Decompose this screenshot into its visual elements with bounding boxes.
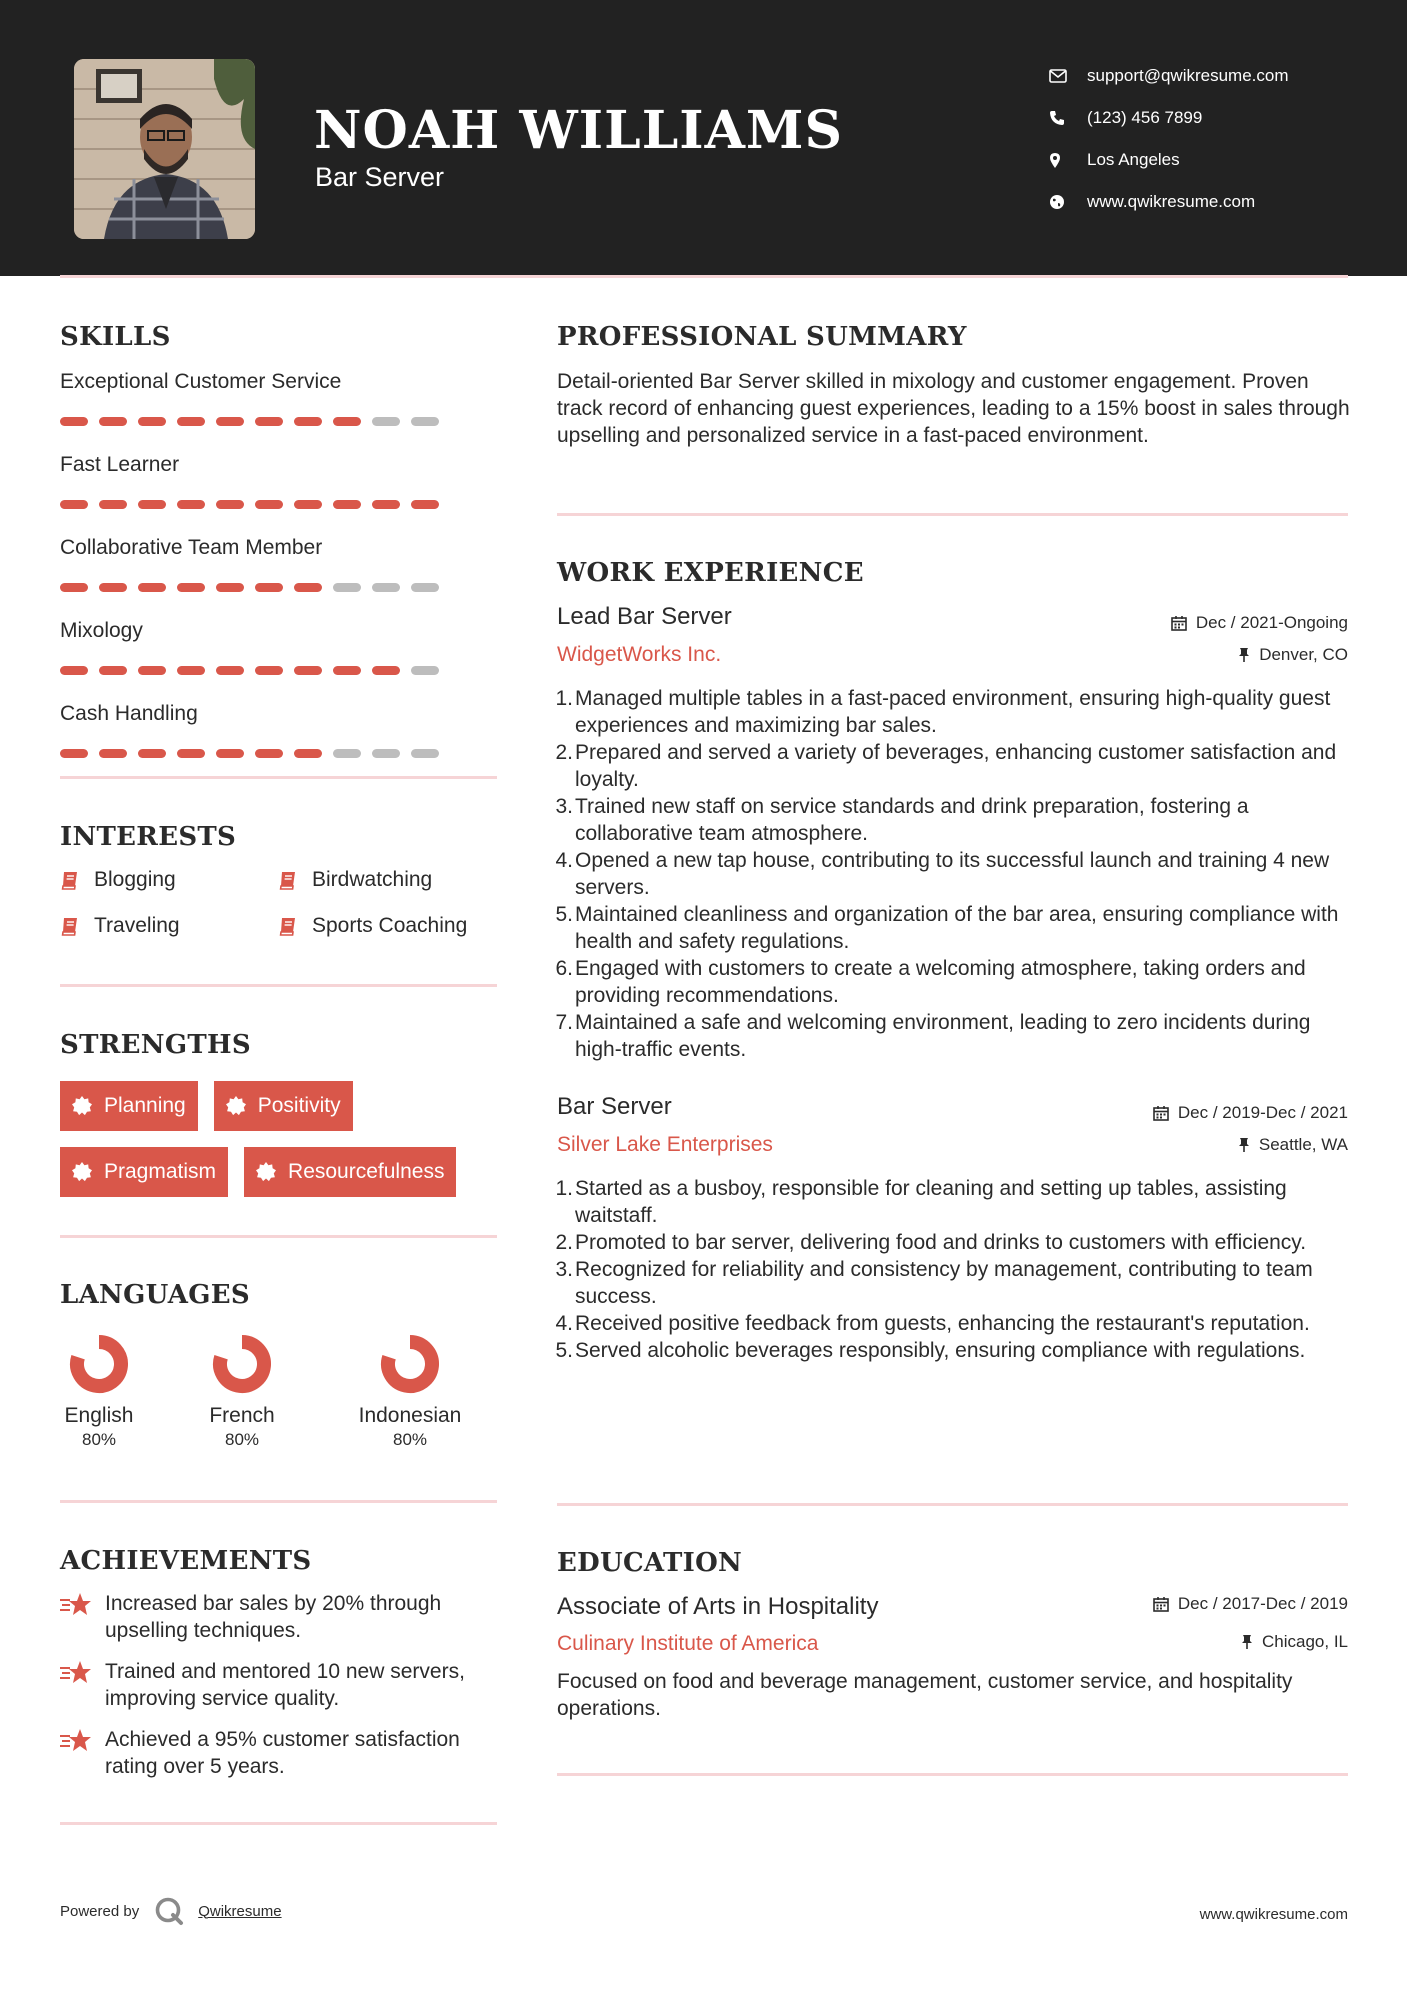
book-icon — [60, 870, 94, 890]
job-location-text: Denver, CO — [1259, 645, 1348, 664]
section-divider — [60, 984, 497, 987]
badge-icon — [256, 1162, 288, 1182]
language-name: French — [209, 1404, 275, 1427]
job-location — [1238, 645, 1348, 665]
skill-dash-empty — [411, 749, 439, 758]
achievement-item — [60, 1590, 500, 1644]
strength-tag — [244, 1147, 456, 1197]
skill-dash-empty — [333, 749, 361, 758]
shooting-star-icon — [60, 1726, 105, 1780]
skill-dash-filled — [99, 583, 127, 592]
skill-dash-filled — [294, 500, 322, 509]
interests-heading: INTERESTS — [60, 822, 237, 852]
contact-email-text: support@qwikresume.com — [1087, 66, 1289, 85]
strength-label: Pragmatism — [104, 1160, 217, 1183]
experience-heading: WORK EXPERIENCE — [557, 558, 864, 588]
strength-label: Positivity — [257, 1094, 341, 1117]
education-dates — [1153, 1594, 1348, 1614]
list-item: 2. Prepared and served a variety of beverages, enhancing customer satisfaction and loyalty. — [555, 741, 1337, 791]
skill-dash-filled — [411, 500, 439, 509]
shooting-star-icon — [60, 1590, 105, 1644]
footer-powered-by — [60, 1896, 282, 1926]
achievements-list — [60, 1590, 500, 1794]
skill-item — [60, 700, 480, 758]
skill-level-bar — [60, 666, 480, 675]
skill-dash-filled — [216, 500, 244, 509]
skill-dash-empty — [372, 583, 400, 592]
interest-label: Sports Coaching — [312, 913, 468, 937]
language-level-ring — [378, 1332, 442, 1396]
skill-dash-filled — [255, 500, 283, 509]
candidate-name: NOAH WILLIAMS — [314, 100, 844, 161]
list-item: 3. Trained new staff on service standards and drink preparation, fostering a collaborative team atmosphere. — [555, 795, 1249, 845]
bullet-text: Maintained a safe and welcoming environment, leading to zero incidents during high-traffic events. — [575, 1011, 1311, 1061]
education-heading: EDUCATION — [557, 1548, 743, 1578]
calendar-icon — [1171, 615, 1187, 631]
strength-label: Resourcefulness — [288, 1160, 445, 1183]
skill-dash-filled — [177, 500, 205, 509]
achievement-text: Trained and mentored 10 new servers, improving service quality. — [105, 1660, 465, 1710]
education-description: Focused on food and beverage management, customer service, and hospitality operations. — [557, 1670, 1293, 1720]
profile-photo — [74, 59, 255, 239]
book-icon — [278, 870, 312, 890]
skill-dash-filled — [138, 417, 166, 426]
qwikresume-logo-icon — [154, 1896, 184, 1926]
strength-tag — [214, 1081, 353, 1131]
interest-item — [278, 866, 496, 893]
skill-dash-filled — [216, 749, 244, 758]
bullet-text: Started as a busboy, responsible for cleaning and setting up tables, assisting waitstaff. — [575, 1177, 1287, 1227]
job-company: WidgetWorks Inc. — [557, 643, 722, 666]
skill-name: Mixology — [60, 619, 143, 642]
section-divider — [60, 1822, 497, 1825]
interests-list — [60, 866, 500, 939]
job-company: Silver Lake Enterprises — [557, 1133, 773, 1156]
pushpin-icon — [1238, 1137, 1250, 1153]
book-icon — [278, 916, 312, 936]
pushpin-icon — [1238, 647, 1250, 663]
achievement-text: Achieved a 95% customer satisfaction rating over 5 years. — [105, 1728, 460, 1778]
job-responsibilities — [557, 1175, 1357, 1364]
job-responsibilities — [557, 685, 1357, 1063]
job-dates — [1153, 1103, 1348, 1123]
skill-name: Cash Handling — [60, 702, 198, 725]
skill-dash-filled — [60, 500, 88, 509]
skill-dash-filled — [372, 666, 400, 675]
education-location-text: Chicago, IL — [1262, 1632, 1348, 1651]
skill-dash-filled — [99, 417, 127, 426]
skill-level-bar — [60, 583, 480, 592]
section-divider — [60, 776, 497, 779]
skill-dash-empty — [411, 583, 439, 592]
language-percent: 80% — [224, 1430, 260, 1449]
achievement-item — [60, 1658, 500, 1712]
contact-website[interactable] — [1049, 181, 1369, 223]
badge-icon — [72, 1162, 104, 1182]
strength-label: Planning — [104, 1094, 186, 1117]
list-item: 2. Promoted to bar server, delivering food and drinks to customers with efficiency. — [555, 1231, 1307, 1254]
skill-dash-filled — [333, 500, 361, 509]
contact-phone[interactable] — [1049, 97, 1369, 139]
list-item: 6. Engaged with customers to create a welcoming atmosphere, taking orders and providing recommendations. — [555, 957, 1306, 1007]
skill-dash-empty — [411, 666, 439, 675]
strength-tag — [60, 1147, 228, 1197]
job-title: Lead Bar Server — [557, 603, 732, 630]
skill-dash-filled — [60, 749, 88, 758]
skill-level-bar — [60, 500, 480, 509]
skill-name: Fast Learner — [60, 453, 180, 476]
list-item: 1. Managed multiple tables in a fast-paced environment, ensuring high-quality guest experiences and maximizing bar sales. — [555, 687, 1331, 737]
job-location-text: Seattle, WA — [1258, 1135, 1348, 1154]
bullet-text: Engaged with customers to create a welcoming atmosphere, taking orders and providing recommendations. — [575, 957, 1306, 1007]
calendar-icon — [1153, 1596, 1169, 1612]
skill-dash-filled — [333, 666, 361, 675]
skill-dash-filled — [294, 666, 322, 675]
summary-heading: PROFESSIONAL SUMMARY — [557, 322, 967, 352]
skills-heading: SKILLS — [60, 322, 171, 352]
skill-dash-filled — [60, 666, 88, 675]
pushpin-icon — [1241, 1634, 1253, 1650]
skill-dash-filled — [177, 417, 205, 426]
skill-dash-filled — [60, 583, 88, 592]
summary-text: Detail-oriented Bar Server skilled in mixology and customer engagement. Proven track record of enhancing guest experiences, leading to a 15% boost in sales through upselling and personalized service in a fast-paced environment. — [557, 370, 1350, 447]
location-pin-icon — [1049, 150, 1087, 170]
list-item: 4. Received positive feedback from guests, enhancing the restaurant's reputation. — [555, 1312, 1310, 1335]
skill-dash-filled — [333, 417, 361, 426]
achievement-text: Increased bar sales by 20% through upselling techniques. — [105, 1592, 442, 1642]
skill-level-bar — [60, 749, 480, 758]
interest-item — [60, 912, 278, 939]
skill-name: Exceptional Customer Service — [60, 370, 342, 393]
skill-dash-empty — [411, 417, 439, 426]
language-percent: 80% — [81, 1430, 117, 1449]
skill-dash-filled — [99, 666, 127, 675]
skill-name: Collaborative Team Member — [60, 536, 323, 559]
education-school: Culinary Institute of America — [557, 1632, 819, 1655]
globe-icon — [1049, 192, 1087, 212]
skill-dash-filled — [138, 583, 166, 592]
list-item: 7. Maintained a safe and welcoming environment, leading to zero incidents during high-traffic events. — [555, 1011, 1311, 1061]
skill-item — [60, 534, 480, 592]
list-item: 4. Opened a new tap house, contributing to its successful launch and training 4 new servers. — [555, 849, 1330, 899]
job-dates-text: Dec / 2021-Ongoing — [1195, 613, 1348, 632]
job-title: Bar Server — [557, 1093, 672, 1120]
skill-dash-filled — [138, 749, 166, 758]
language-item — [24, 1332, 174, 1450]
book-icon — [60, 916, 94, 936]
skill-dash-filled — [177, 749, 205, 758]
language-level-ring — [210, 1332, 274, 1396]
achievement-item — [60, 1726, 500, 1780]
candidate-title: Bar Server — [315, 162, 445, 192]
header-divider — [60, 275, 1348, 278]
list-item: 5. Maintained cleanliness and organization of the bar area, ensuring compliance with health and safety regulations. — [555, 903, 1339, 953]
bullet-text: Received positive feedback from guests, enhancing the restaurant's reputation. — [575, 1312, 1310, 1335]
bullet-text: Trained new staff on service standards and drink preparation, fostering a collaborative team atmosphere. — [575, 795, 1249, 845]
interest-label: Birdwatching — [312, 867, 433, 891]
language-level-arc — [77, 1342, 121, 1386]
qwikresume-link[interactable]: Qwikresume — [198, 1902, 282, 1920]
list-item: 5. Served alcoholic beverages responsibly, ensuring compliance with regulations. — [555, 1339, 1306, 1362]
skills-list — [60, 368, 480, 783]
skill-dash-empty — [372, 417, 400, 426]
language-name: Indonesian — [358, 1404, 462, 1427]
language-level-ring — [67, 1332, 131, 1396]
skill-dash-filled — [177, 666, 205, 675]
skill-dash-filled — [99, 749, 127, 758]
language-name: English — [64, 1404, 134, 1427]
bullet-text: Opened a new tap house, contributing to its successful launch and training 4 new servers. — [575, 849, 1330, 899]
skill-dash-filled — [294, 583, 322, 592]
skill-dash-empty — [372, 749, 400, 758]
interest-item — [278, 912, 496, 939]
skill-dash-filled — [216, 666, 244, 675]
footer-website[interactable]: www.qwikresume.com — [1199, 1906, 1348, 1923]
shooting-star-icon — [60, 1658, 105, 1712]
bullet-text: Prepared and served a variety of beverages, enhancing customer satisfaction and loyalty. — [575, 741, 1337, 791]
bullet-text: Promoted to bar server, delivering food and drinks to customers with efficiency. — [575, 1231, 1307, 1254]
contact-location — [1049, 139, 1369, 181]
language-item — [167, 1332, 317, 1450]
list-item: 3. Recognized for reliability and consistency by management, contributing to team success. — [555, 1258, 1313, 1308]
language-item — [335, 1332, 485, 1450]
education-location — [1241, 1632, 1348, 1652]
skill-item — [60, 368, 480, 426]
badge-icon — [226, 1096, 258, 1116]
skill-dash-filled — [255, 583, 283, 592]
skill-dash-filled — [255, 666, 283, 675]
education-degree: Associate of Arts in Hospitality — [557, 1593, 879, 1620]
section-divider — [557, 1773, 1348, 1776]
contact-phone-text: (123) 456 7899 — [1087, 108, 1203, 127]
language-percent: 80% — [392, 1430, 428, 1449]
skill-dash-filled — [294, 417, 322, 426]
skill-dash-filled — [216, 417, 244, 426]
skill-dash-filled — [60, 417, 88, 426]
skill-dash-filled — [99, 500, 127, 509]
powered-by-label: Powered by — [60, 1902, 140, 1920]
section-divider — [60, 1235, 497, 1238]
bullet-text: Maintained cleanliness and organization of the bar area, ensuring compliance with health and safety regulations. — [575, 903, 1339, 953]
section-divider — [60, 1500, 497, 1503]
skill-dash-filled — [216, 583, 244, 592]
skill-dash-filled — [294, 749, 322, 758]
envelope-icon — [1049, 66, 1087, 86]
skill-level-bar — [60, 417, 480, 426]
interest-label: Traveling — [94, 913, 180, 937]
job-dates-text: Dec / 2019-Dec / 2021 — [1177, 1103, 1348, 1122]
skill-item — [60, 617, 480, 675]
skill-dash-empty — [333, 583, 361, 592]
bullet-text: Managed multiple tables in a fast-paced environment, ensuring high-quality guest experiences and maximizing bar sales. — [575, 687, 1331, 737]
job-location — [1238, 1135, 1348, 1155]
skill-dash-filled — [177, 583, 205, 592]
achievements-heading: ACHIEVEMENTS — [60, 1546, 312, 1576]
interest-item — [60, 866, 278, 893]
badge-icon — [72, 1096, 104, 1116]
bullet-text: Served alcoholic beverages responsibly, ensuring compliance with regulations. — [575, 1339, 1306, 1362]
language-level-arc — [220, 1342, 264, 1386]
section-divider — [557, 1503, 1348, 1506]
language-level-arc — [388, 1342, 432, 1386]
job-dates — [1171, 613, 1348, 633]
skill-item — [60, 451, 480, 509]
languages-heading: LANGUAGES — [60, 1280, 250, 1310]
skill-dash-filled — [255, 749, 283, 758]
list-item: 1. Started as a busboy, responsible for cleaning and setting up tables, assisting waitstaff. — [555, 1177, 1287, 1227]
calendar-icon — [1153, 1105, 1169, 1121]
skill-dash-filled — [138, 500, 166, 509]
skill-dash-filled — [372, 500, 400, 509]
section-divider — [557, 513, 1348, 516]
contact-location-text: Los Angeles — [1087, 150, 1180, 169]
contact-website-text: www.qwikresume.com — [1087, 192, 1256, 211]
strength-tag — [60, 1081, 198, 1131]
strengths-list — [60, 1081, 500, 1213]
contact-list — [1049, 55, 1369, 223]
interest-label: Blogging — [94, 867, 176, 891]
strengths-heading: STRENGTHS — [60, 1030, 251, 1060]
bullet-text: Recognized for reliability and consistency by management, contributing to team success. — [575, 1258, 1313, 1308]
skill-dash-filled — [255, 417, 283, 426]
education-dates-text: Dec / 2017-Dec / 2019 — [1177, 1594, 1348, 1613]
resume-header — [0, 0, 1407, 276]
contact-email[interactable] — [1049, 55, 1369, 97]
phone-icon — [1049, 108, 1087, 128]
skill-dash-filled — [138, 666, 166, 675]
